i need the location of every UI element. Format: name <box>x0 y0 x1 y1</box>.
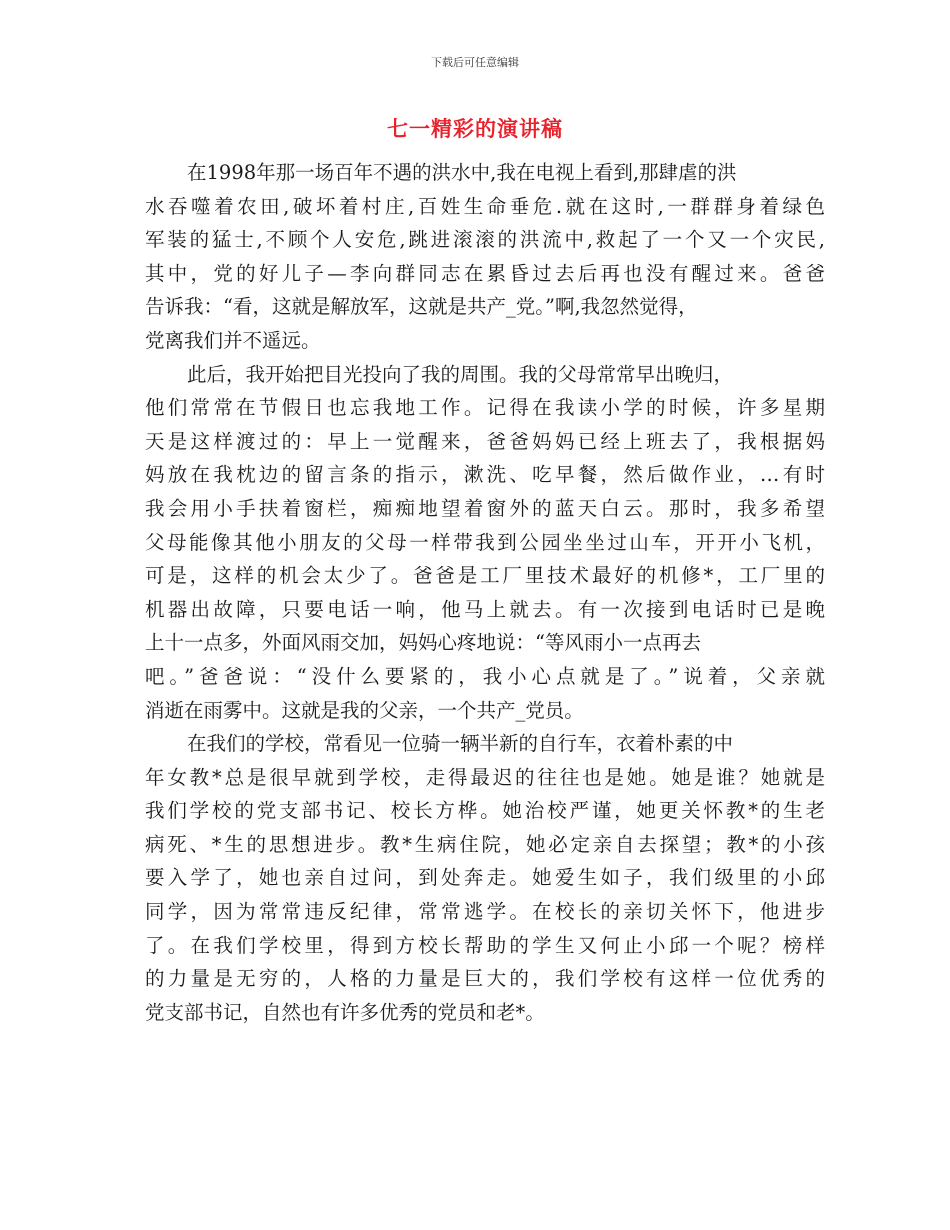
text-line: 病死、*生的思想进步。教*生病住院，她必定亲自去探望；教*的小孩 <box>145 832 825 856</box>
text-line: 年女教*总是很早就到学校，走得最迟的往往也是她。她是谁？她就是 <box>145 765 825 789</box>
speech-body <box>145 156 825 1029</box>
text-line: 可是，这样的机会太少了。爸爸是工厂里技术最好的机修*，工厂里的 <box>145 564 825 588</box>
text-line: 党离我们并不遥远。 <box>145 328 321 352</box>
text-line: 天是这样渡过的：早上一觉醒来，爸爸妈妈已经上班去了，我根据妈 <box>145 429 825 453</box>
text-line: 党支部书记，自然也有许多优秀的党员和老*。 <box>145 1000 545 1024</box>
text-line: 在我们的学校，常看见一位骑一辆半新的自行车，衣着朴素的中 <box>187 732 734 756</box>
text-line: 军装的猛士,不顾个人安危,跳进滚滚的洪流中,救起了一个又一个灾民, <box>145 228 825 252</box>
text-line: 同学，因为常常违反纪律，常常逃学。在校长的亲切关怀下，他进步 <box>145 900 825 924</box>
document-title: 七一精彩的演讲稿 <box>387 116 563 141</box>
text-line: 消逝在雨雾中。这就是我的父亲，一个共产_党员。 <box>145 698 584 722</box>
text-line: 妈放在我枕边的留言条的指示，漱洗、吃早餐，然后做作业，…有时 <box>145 463 825 487</box>
text-line: 父母能像其他小朋友的父母一样带我到公园坐坐过山车，开开小飞机， <box>145 530 825 554</box>
text-line: 在1998年那一场百年不遇的洪水中,我在电视上看到,那肆虐的洪 <box>187 161 737 184</box>
text-line: 他们常常在节假日也忘我地工作。记得在我读小学的时候，许多星期 <box>145 396 825 420</box>
text-line: 的力量是无穷的，人格的力量是巨大的，我们学校有这样一位优秀的 <box>145 967 825 991</box>
text-line: 其中，党的好儿子—李向群同志在累昏过去后再也没有醒过来。爸爸 <box>145 261 825 285</box>
text-line: 告诉我：“看，这就是解放军，这就是共产_党。”啊,我忽然觉得， <box>145 295 698 319</box>
text-line: 此后，我开始把目光投向了我的周围。我的父母常常早出晚归， <box>187 362 734 386</box>
text-line: 吧。”爸爸说：“没什么要紧的，我小心点就是了。”说着，父亲就 <box>145 664 825 688</box>
header-note: 下载后可任意编辑 <box>431 56 519 69</box>
text-line: 水吞噬着农田,破坏着村庄,百姓生命垂危.就在这时,一群群身着绿色 <box>145 194 825 218</box>
text-line: 要入学了，她也亲自过问，到处奔走。她爱生如子，我们级里的小邱 <box>145 866 825 890</box>
text-line: 我们学校的党支部书记、校长方桦。她治校严谨，她更关怀教*的生老 <box>145 799 825 823</box>
text-line: 上十一点多，外面风雨交加，妈妈心疼地说：“等风雨小一点再去 <box>145 631 701 655</box>
text-line: 了。在我们学校里，得到方校长帮助的学生又何止小邱一个呢？榜样 <box>145 933 825 957</box>
text-line: 机器出故障，只要电话一响，他马上就去。有一次接到电话时已是晚 <box>145 597 825 621</box>
text-line: 我会用小手扶着窗栏，痴痴地望着窗外的蓝天白云。那时，我多希望 <box>145 496 825 520</box>
